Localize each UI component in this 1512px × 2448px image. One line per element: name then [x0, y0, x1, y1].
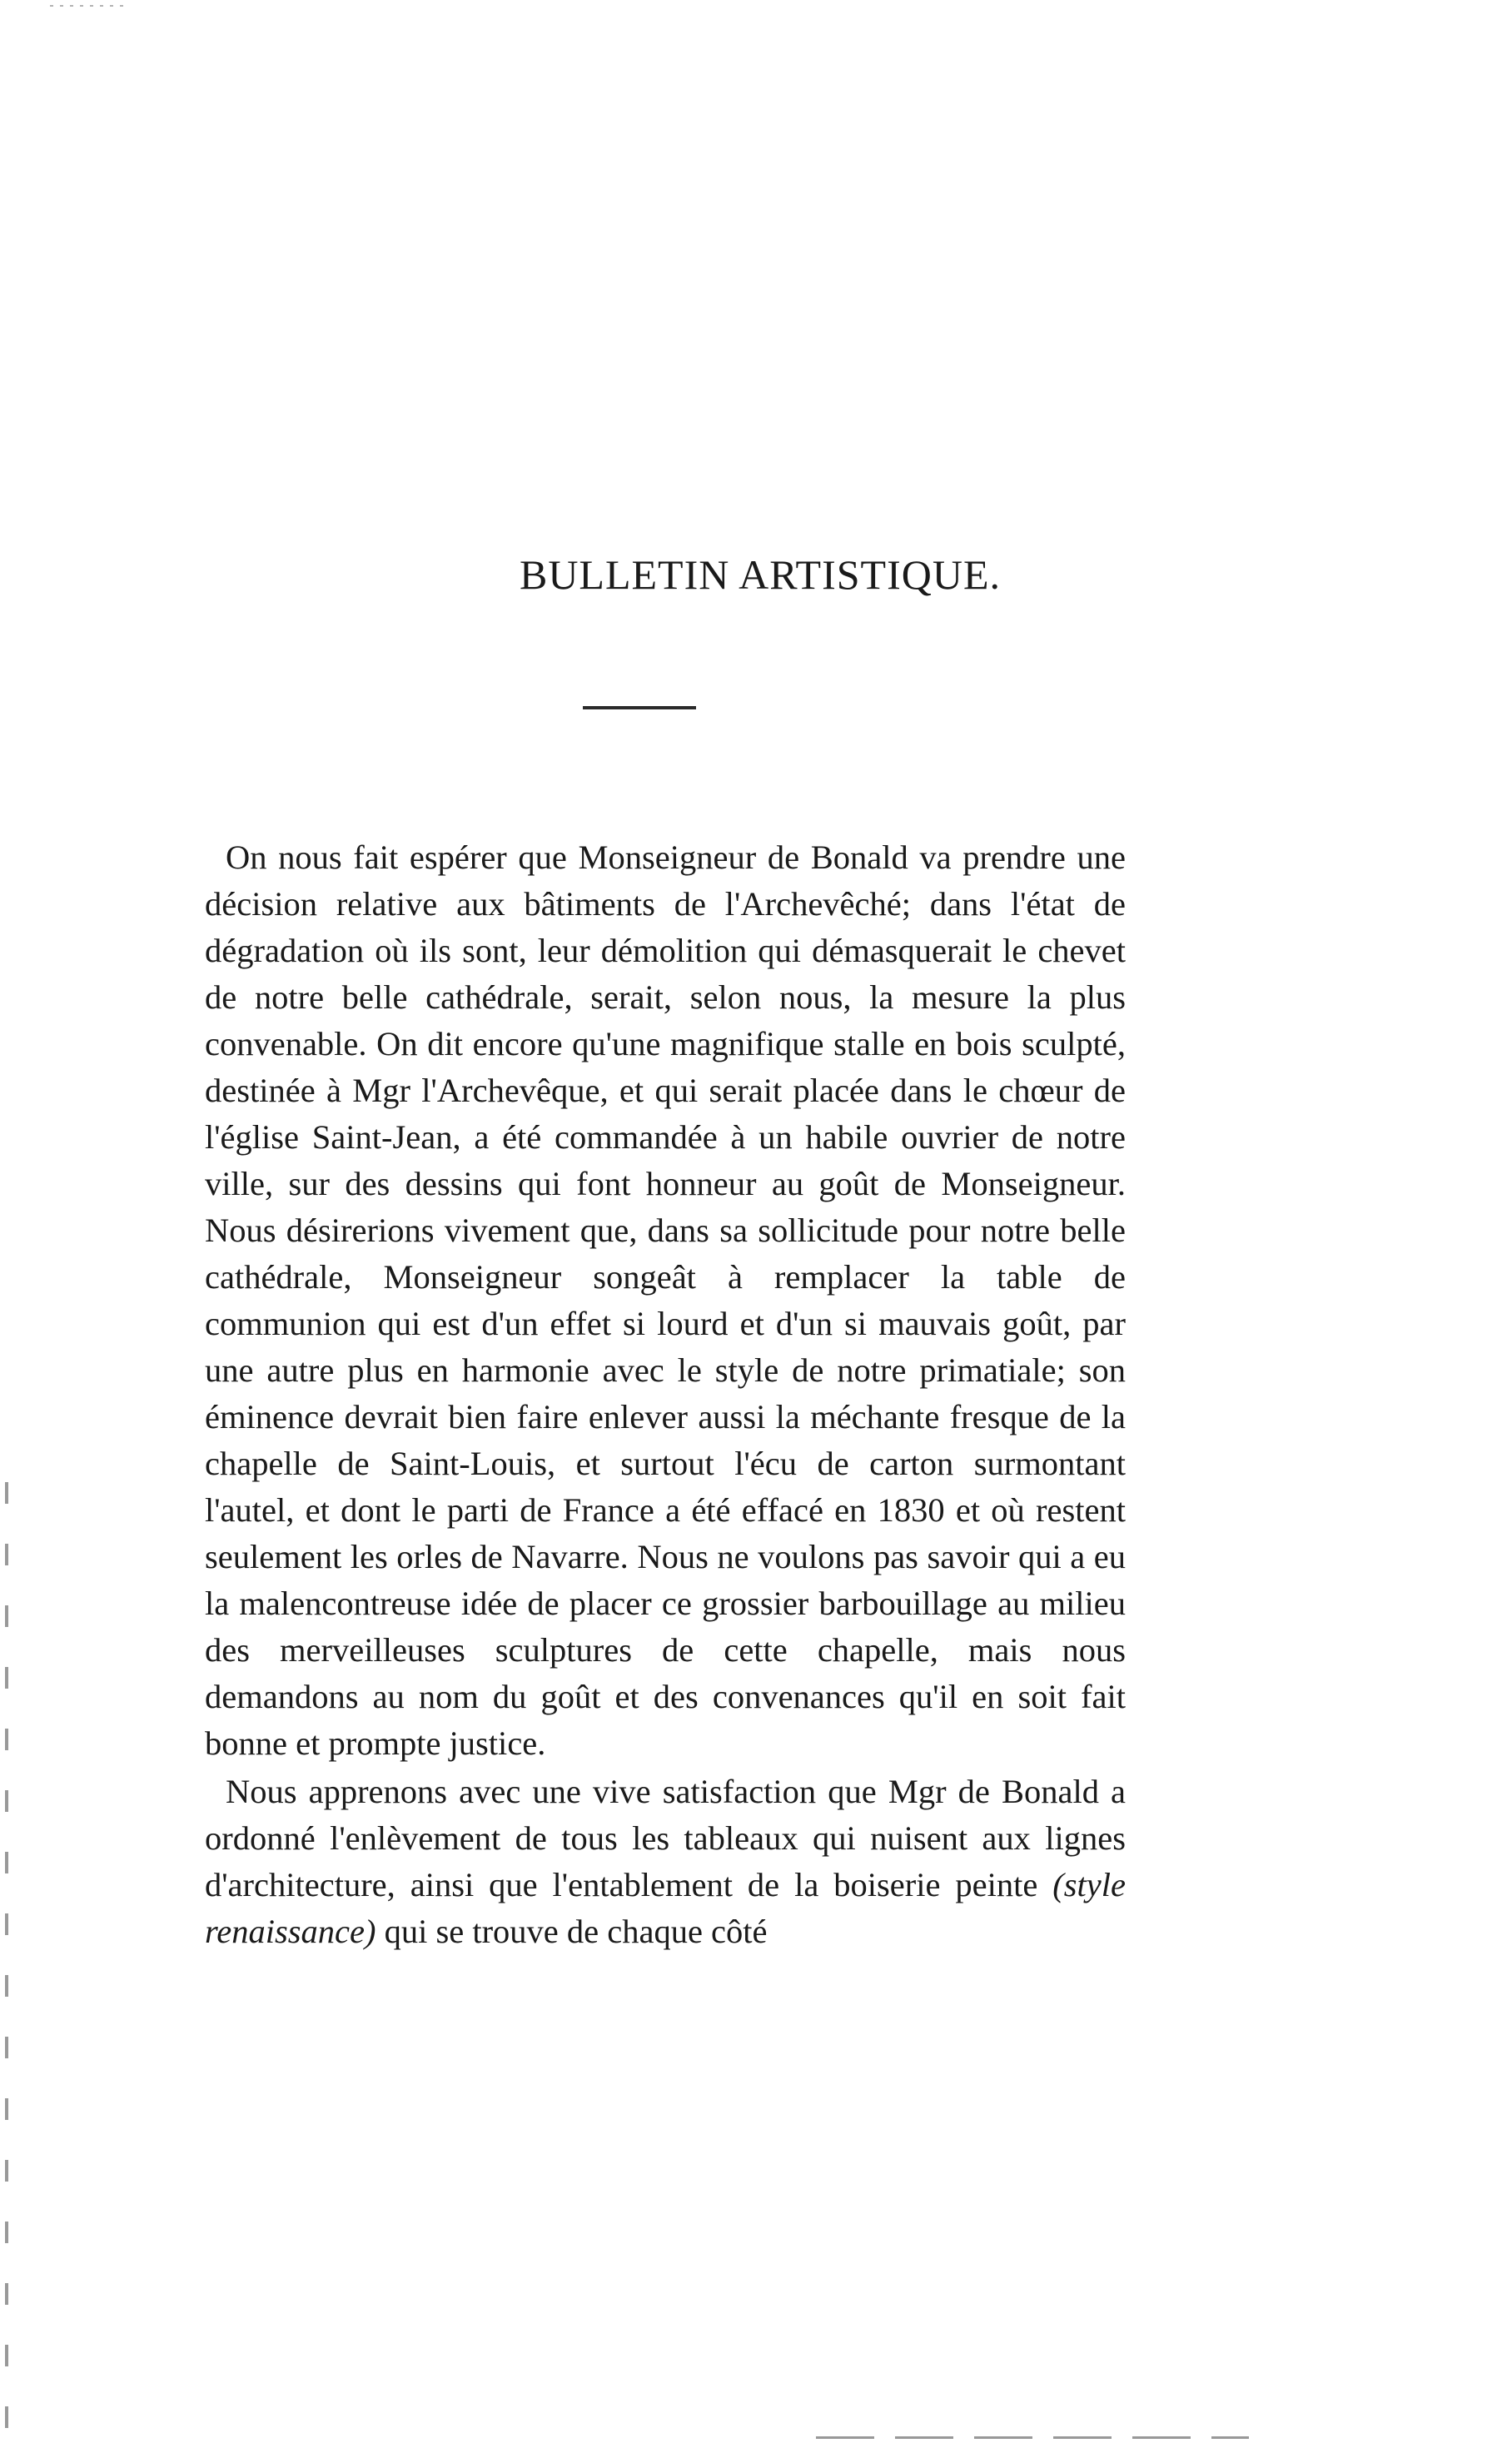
article-body: [205, 834, 1126, 1955]
scan-artifact-bottom: [816, 2436, 1249, 2439]
paragraph-2-end: qui se trouve de chaque côté: [384, 1913, 768, 1950]
title-divider: [583, 706, 696, 709]
paragraph-2: [205, 1769, 1126, 1955]
paragraph-2-start: Nous apprenons avec une vive satisfaction que Mgr de Bonald a ordonné l'enlèvement de tous les tableaux qui nuisent aux lignes d'architecture, ainsi que l'entablement de la boiserie peinte: [205, 1773, 1126, 1903]
page-title: BULLETIN ARTISTIQUE.: [519, 551, 1002, 598]
scan-artifact-margin: [5, 1482, 8, 2448]
paragraph-2-italic: (style renaissance): [205, 1866, 1127, 1950]
paragraph-1: On nous fait espérer que Monseigneur de Bonald va prendre une décision relative aux bâtiments de l'Archevêché; dans l'état de dégradation où ils sont, leur démolition qui démasquerait le chevet de notre belle cathédrale, serait, selon nous, la mesure la plus convenable. On dit encore qu'une magnifique stalle en bois sculpté, destinée à Mgr l'Archevêque, et qui serait placée dans le chœur de l'église Saint-Jean, a été commandée à un habile ouvrier de notre ville, sur des dessins qui font honneur au goût de Monseigneur. Nous désirerions vivement que, dans sa sollicitude pour notre belle cathédrale, Monseigneur songeât à remplacer la table de communion qui est d'un effet si lourd et d'un si mauvais goût, par une autre plus en harmonie avec le style de notre primatiale; son éminence devrait bien faire enlever aussi la méchante fresque de la chapelle de Saint-Louis, et surtout l'écu de carton surmontant l'autel, et dont le parti de France a été effacé en 1830 et où restent seulement les orles de Navarre. Nous ne voulons pas savoir qui a eu la malencontreuse idée de placer ce grossier barbouillage au milieu des merveilleuses sculptures de cette chapelle, mais nous demandons au nom du goût et des convenances qu'il en soit fait bonne et prompte justice.: [205, 838, 1126, 1762]
scan-artifact-top: [50, 5, 125, 7]
